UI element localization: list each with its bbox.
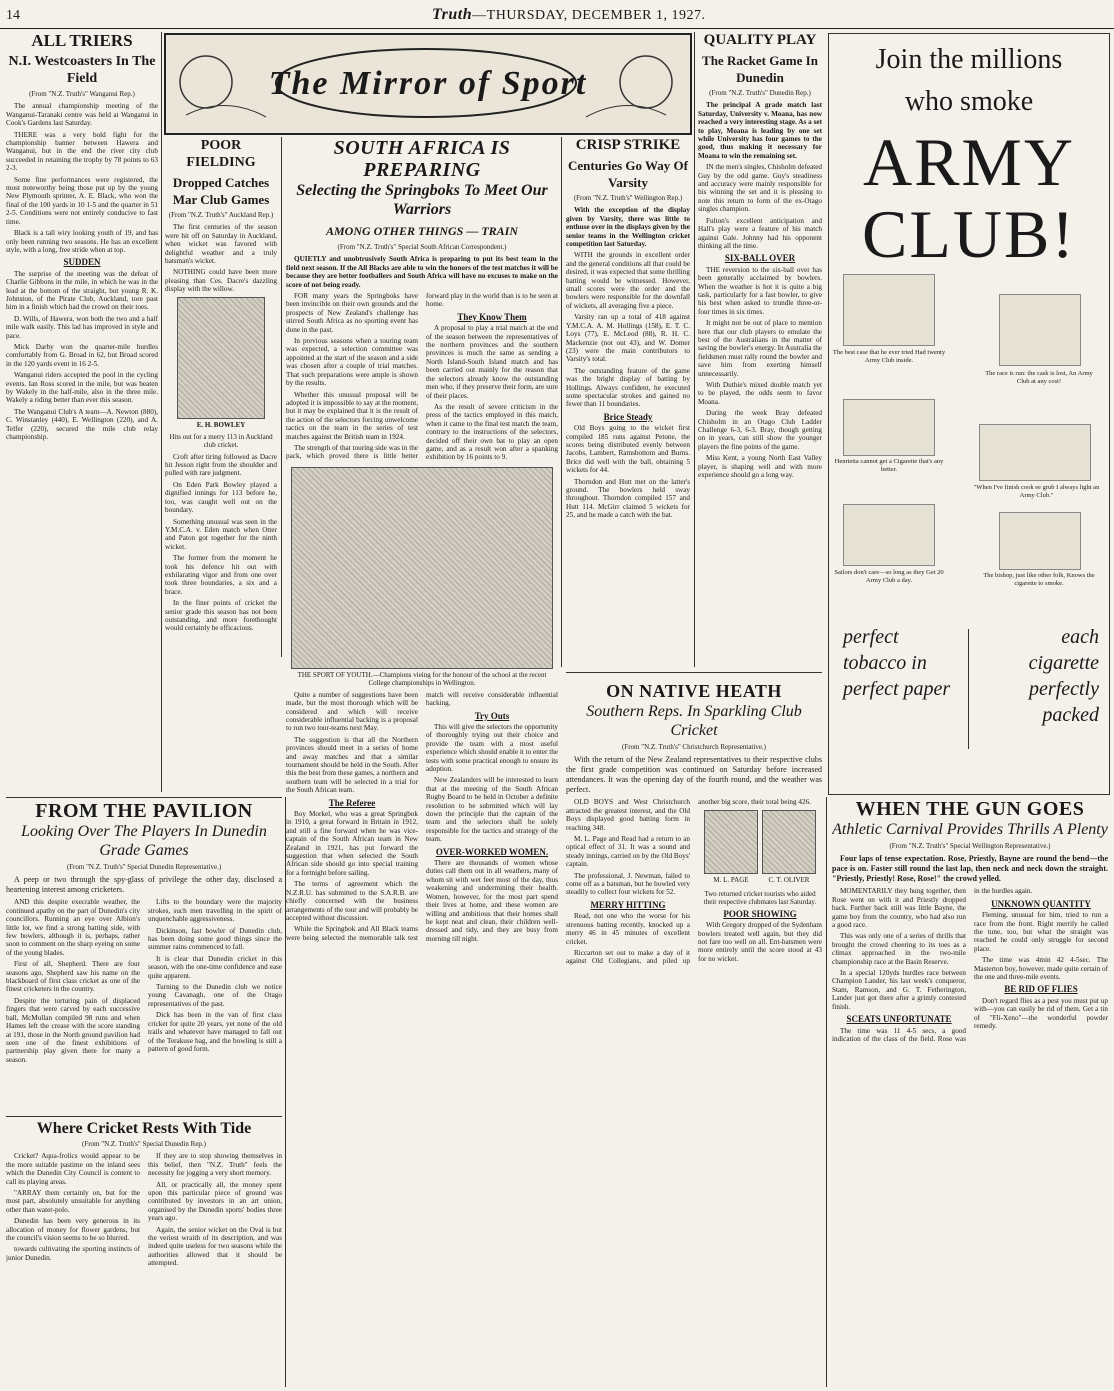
credit: (From "N.Z. Truth's" Special Dunedin Representative.) [66, 863, 222, 871]
lead-paragraph: A peep or two through the spy-glass of privilege the other day, disclosed a heartening interest among cricketers. [6, 875, 282, 895]
ad-verse: The best case that he ever tried Had twenty Army Club inside. [832, 349, 946, 364]
paragraph: Mick Darby won the quarter-mile hurdles comfortably from G. Broad in 62, but Broad scored in the 120 yards event in 16 2-5. [6, 342, 158, 368]
paragraph: Riccarton set out to make a day of it against Old Collegians, and piled up another big score, their total being 426. [566, 798, 811, 966]
paragraph: As the result of severe criticism in the press of the tactics employed in this match, when it came to the final test match the team, contrary to the instructions of the selectors, decided off their own bat to play an open game, and as a result won after a spanking exhibition by 16 points to 9. [426, 402, 558, 462]
section-subhead: The Referee [328, 797, 376, 808]
paragraph: Dickinson, fast bowler of Dunedin club, has been doing some good things since the summer rains commenced to fall. [148, 926, 282, 952]
paragraph: The former from the moment he took his defence hit out with exhilarating vigor and from one over took three boundaries, a six and a brace. [165, 554, 277, 596]
ad-verse: The bishop, just like other folk, Knows the cigarette to smoke. [983, 572, 1095, 587]
paragraph: There are thousands of women whose duties call them out in all weathers, many of whom sit with wet feet most of the day, thus weakening and undermining their health. Women, however, for the most part spend their lives at home, and these women are willing and ambitious that their homes shall be kept neat and clean, their children well-dressed and tidy, and they are busy from morning till night. [426, 859, 558, 943]
paragraph: Fulton's excellent anticipation and Hall's play were a feature of his match against Gale. Johnny had his opponent thinking all the time. [698, 216, 822, 250]
paragraph: FOR many years the Springboks have been invincible on their own grounds and the prospects of New Zealand's challenge has stirred South Africa as no sporting event has done in the past. [286, 292, 418, 334]
paragraph: New Zealanders will be interested to learn that at the meeting of the South African Rugby Board to be held in October a definite resolution to be submitted which will lay down the principle that the captain of the team and the selectors shall be solely responsible for the tactics and strategy of the team. [426, 776, 558, 844]
photo-caption: M. L. PAGE [713, 875, 749, 884]
column-rule [161, 32, 162, 792]
paragraph: Miss Kent, a young North East Valley player, is shaping well and with more experience should go a long way. [698, 454, 822, 480]
column-rule [281, 137, 282, 657]
paragraph: The suggestion is that all the Northern provinces should meet in a series of home and away matches and that a similar tournament should be held in the South. After this the best from these games, a northern and southern team will be selected in a trial for the South African team. [286, 735, 418, 795]
paragraph: With Gregory dropped of the Sydenham bowlers treated well again, but they did not fare too well on all. Ent-batsmen were more entirely until the score stood at 43 for no wicket. [698, 921, 822, 963]
section-subhead: OVER-WORKED WOMEN. [435, 846, 549, 857]
ad-verse: Sailors don't care—so long as they Get 20 Army Club a day. [834, 569, 944, 584]
paragraph: Cricket? Aqua-frolics would appear to be the more suitable pastime on the inland sees which the Dunedin City Council is content to call its playing areas. [6, 1152, 140, 1186]
paragraph: The principal A grade match last Saturday, University v. Moana, has now reached a very interesting stage. As a set to play, Moana is leading by one set while University has four games to the good, thus making it necessary for Moana to win the remaining set. [698, 101, 822, 160]
photo-oliver [762, 810, 816, 888]
paragraph: The time was 4min 42 4-5sec. The Masterton boy, however, made quite certain of the one and three-mile events. [974, 956, 1108, 982]
subheadline: The Racket Game In Dunedin [702, 53, 818, 85]
credit: (From "N.Z. Truth's" Dunedin Rep.) [709, 89, 811, 97]
section-subhead: MERRY HITTING [590, 899, 666, 910]
col-crisp-strike [566, 137, 690, 667]
subheadline: Looking Over The Players In Dunedin Grade Games [21, 823, 267, 859]
headline: WHEN THE GUN GOES [855, 798, 1085, 820]
ad-verse: The race is run: the cask is lost, An Army Club at any cost! [985, 370, 1093, 385]
bowley-photo [177, 297, 265, 419]
paragraph: Quite a number of suggestions have been made, but the most thorough which will be considered and which will receive considerable influential backing is a proposal to run two tour-teams next May. [286, 690, 418, 733]
section-subhead: POOR SHOWING [723, 908, 797, 919]
flies-ad-text: Don't regard flies as a pest you must put up with—you can easily be rid of them. Get a tin of "Fli-Xeno"—the wonderful powder remedy. [974, 996, 1108, 1031]
subheadline: N.I. Westcoasters In The Field [8, 54, 156, 86]
paragraph: Turning to the Dunedin club we notice young Cavanagh, one of the Otago representatives of the past. [148, 983, 282, 1008]
illustration-race [999, 294, 1081, 366]
photo-caption: E. H. BOWLEY [196, 420, 246, 429]
paragraph: Black is a tall wiry looking youth of 19, and has only been running two seasons. He has an excellent style, with a long, free stride when at top. [6, 229, 158, 254]
col-when-the-gun-goes [832, 798, 1108, 1386]
pavilion-body [6, 898, 282, 1064]
page-photo [704, 810, 758, 874]
headline: ON NATIVE HEATH [606, 681, 782, 701]
paragraph: On Eden Park Bowley played a dignified innings for 113 before he, too, was caught well out on the boundary. [165, 480, 277, 515]
ad-brand: ARMY CLUB! [862, 124, 1076, 272]
paragraph: M. L. Page and Read had a return to an optical effect of 31. It was a sound and steady innings, carried on by the Old Boys' captain. [566, 835, 690, 869]
column-rule [285, 797, 286, 1387]
gun-body [832, 887, 1108, 1043]
paragraph: Despite the torturing pain of displaced fingers that were carved by each successive ball, McMullan compiled 98 runs and when Hames left the crease with the score standing at 191, those in the North ground pavilion had seen one of the finest exhibitions of partnership play given there for many a season. [6, 996, 140, 1064]
section-subhead: SIX-BALL OVER [724, 253, 796, 264]
credit: (From "N.Z. Truth's" Christchurch Representative.) [621, 743, 767, 751]
paragraph: In the finer points of cricket the senior grade this season has not been outstanding, and more forethought would certainly be efficacious. [165, 599, 277, 633]
paragraph: During the week Bray defeated Chisholm in an Otago Club Ladder Challenge 6-3, 6-3. Bray, though getting on in years, can still show the younger players the fine points of the game. [698, 409, 822, 451]
paragraph: With Duthie's mixed double match yet to be played, the odds seem to favor Moana. [698, 381, 822, 406]
paragraph: This was only one of a series of thrills that brought the crowd cheering to its toes as a climax approached in the two-mile championship race at the Basin Reserve. [832, 932, 966, 966]
paragraph: Dick has been in the van of first class cricket for quite 20 years, yet none of the old trails and whatever have managed to fall out of the Terakuse bag, and the bowling is still a pattern of good form. [148, 1011, 282, 1053]
paragraph: THE reversion to the six-ball over has been generally acclaimed by bowlers. When the weather is hot it is quite a big task, particularly for a fast bowler, to give his best when asked to trundle three-or-four times in six times. [698, 265, 822, 316]
photo-caption: C. T. OLIVER [768, 875, 810, 884]
paragraph: Old Boys going to the wicket first compiled 185 runs against Petone, the scores being distributed evenly between Jacobs, Lambert, Ramsbottom and Burns. Brice did well with the ball, obtaining 5 wickets for 44. [566, 424, 690, 475]
player-photos [698, 810, 822, 888]
section-subhead: SCEATS UNFORTUNATE [846, 1014, 952, 1025]
paragraph: All, or practically all, the money spent upon this particular piece of ground was contributed by investors in an art union, organised by the Dunedin sports' bodies three years ago. [148, 1180, 282, 1223]
flies-ad-head: BE RID OF FLIES [1004, 984, 1078, 995]
lead-story [286, 137, 558, 1087]
headline: POOR FIELDING [186, 138, 256, 170]
paragraph: It is clear that Dunedin cricket in this season, with the one-time confidence and ease quite apparent. [148, 954, 282, 980]
column-rule [561, 137, 562, 667]
paragraph: Lifts to the boundary were the majority strokes, such men travelling in the spirit of unquenchable aggressiveness. [148, 898, 282, 924]
section-subhead: Brice Steady [603, 411, 653, 422]
col-cricket-tide [6, 1120, 282, 1386]
paragraph: OLD BOYS and West Christchurch attracted the greatest interest, and the Old Boys displayed good batting form in reaching 348. [566, 798, 690, 832]
deck: AMONG OTHER THINGS — TRAIN [325, 224, 519, 238]
credit: (From "N.Z. Truth's" Wellington Rep.) [573, 194, 683, 202]
sport-of-youth-photo [291, 467, 553, 669]
lead-paragraph: QUIETLY and unobtrusively South Africa is preparing to put its best team in the field next season. If the All Blacks are able to win the honors of the test matches it will be because they are better footballers and South Africa will have no excuses to make on the score of not being ready. [286, 255, 558, 289]
section-subhead: Try Outs [474, 710, 510, 721]
lead-body [286, 292, 558, 463]
paragraph: Read, not one who the worse for his strenuous batting recently, knocked up a merry 46 in 45 minutes of excellent cricket. [566, 912, 690, 946]
subheadline: Dropped Catches Mar Club Games [172, 175, 270, 207]
ad-verse: Henrietta cannot get a Cigarette that's any better. [834, 458, 944, 473]
paragraph: D. Wills, of Hawera, won both the two and a half mile walk easily. This lad has improved in style and pace. [6, 314, 158, 340]
headline: CRISP STRIKE [575, 137, 681, 153]
paragraph: MOMENTARILY they hung together, then Rose went on with it and Priestly dropped back. Further back still was little Bayne, the game boy from the country, who had also run a good race. [832, 887, 966, 930]
lead-body-2 [286, 691, 558, 944]
col-all-triers [6, 32, 158, 792]
paragraph: Dunedin has been very generous in its allocation of money for flower gardens, but the council's vision seems to be so blurred. [6, 1217, 140, 1243]
paragraph: Wanganui riders accepted the pool in the cycling events. Ian Ross scored in the mile, but was beaten by Wakely in the half-mile, also in the three mile. Wakely a riding better than ever this season. [6, 371, 158, 405]
paragraph: With the exception of the display given by Varsity, there was little to enthuse over in the displays given by the senior teams in the Wellington cricket competition last Saturday. [566, 206, 690, 249]
paragraph: Something unusual was seen in the Y.M.C.A. v. Eden match when Otter and Paton got together for the ninth wicket. [165, 517, 277, 551]
photo-caption: THE SPORT OF YOUTH.—Champions vieing for the honour of the school at the recent College championships in Wellington. [297, 670, 547, 687]
subheadline: Athletic Carnival Provides Thrills A Plenty [832, 821, 1108, 838]
illustration-sailors [843, 504, 935, 566]
banner-title: The Mirror of Sport [268, 65, 588, 102]
headline: QUALITY PLAY [703, 32, 817, 48]
illustration-bishop [999, 512, 1081, 570]
headline: FROM THE PAVILION [35, 800, 253, 822]
paragraph: Boy Morkel, who was a great Springbok in 1910, a great forward in Britain in 1912, and still a fine forward when he was vice-captain of the South African team in New Zealand in 1921, has put forward the suggestion that when selected the South African side should go into special training for a fortnight before sailing. [286, 810, 418, 877]
paragraph: "ARRAY them certainly on, but for the most part, absolutely unsuitable for anything other than water-polo. [6, 1189, 140, 1214]
paper-title [432, 6, 706, 24]
paragraph: IN the men's singles, Chisholm defeated Guy by the odd game. Guy's steadiness and accuracy were mainly responsible for his winning the set and it is pleasing to note this return to form of the ex-Otago singles champion. [698, 163, 822, 214]
paragraph: Varsity ran up a total of 418 against Y.M.C.A. A. M. Hollings (158), E. T. C. Loys (77), E. McLeod (88), R. H. C. Mackenzie (not out 43), and W. Domer (23) were the main contributors to Varsity's total. [566, 313, 690, 364]
headline: ALL TRIERS [31, 32, 133, 50]
paragraph: The strength of that touring side was in the pack, which proved there is little better forward play in the world than is to be seen at home. [286, 292, 558, 461]
paragraph: A proposal to play a trial match at the end of the season between the representatives of the northern provinces and the southern provinces is much the same as sending a North Island-South Island match and has been carried out mainly for the reason that the selectors already know the outstanding men who, if they preserve their form, are sure of their places. [426, 324, 558, 400]
paragraph: Thorndon and Hutt met on the latter's ground. The bowlers held sway throughout. Thorndon compiled 157 and Hutt 114. McGirr claimed 5 wickets for 25, and he made a catch with the bat. [566, 477, 690, 520]
paragraph: The outstanding feature of the game was the bright display of batting by Hollings. Always confident, he executed some spectacular strokes and gained no fewer than 11 boundaries. [566, 366, 690, 409]
paragraph: NOTHING could have been more pleasing than Ces. Dacre's dazzling display with the willow. [165, 268, 277, 294]
native-body [566, 798, 822, 966]
paragraph: Some fine performances were registered, the most noteworthy being those put up by the young New Plymouth sprinter, A. E. Black, who won the final of the 100 yards in 10 1-5 and the quarter in 51 2-5. Conditions were not entirely conducive to fast time. [6, 175, 158, 226]
paragraph: The first centuries of the season were hit off on Saturday in Auckland, when wicket was favored with delightful weather and a truly batsman's wicket. [165, 223, 277, 266]
masthead [0, 0, 1114, 29]
column-rule [694, 32, 695, 667]
photo-subcaption: Two returned cricket tourists who aided their respective clubmates last Saturday. [703, 889, 817, 906]
col-native-heath [566, 680, 822, 1386]
paragraph: In previous seasons when a touring team was expected, a selection committee was appointed at the start of the season and a side was chosen after a couple of trial matches. That such preparations were ample is shown by the results. [286, 337, 418, 388]
col-poor-fielding [165, 137, 277, 657]
subheadline: Southern Reps. In Sparkling Club Cricket [586, 703, 802, 739]
paragraph: The annual championship meeting of the Wanganui-Taranaki centre was held at Wanganui in Cook's Gardens last Saturday. [6, 102, 158, 128]
illustration-case [843, 274, 935, 346]
credit: (From "N.Z. Truth's" Auckland Rep.) [168, 211, 274, 219]
paragraph: This will give the selectors the opportunity of thoroughly trying out their choice and provide the team with a most useful experience which should enable it to enter the tests with some practical enough to ensure its adoption. [426, 722, 558, 773]
lead-paragraph: Four laps of tense expectation. Rose, Priestly, Bayne are round the bend—the pace is on. Faster still round the last lap, then neck and neck down the straight. "Priestly, Priestly! Rose, Rose!" the crowd yelled. [832, 854, 1108, 884]
lead-paragraph: With the return of the New Zealand representatives to their respective clubs the first grade competition was continued on Saturday before increased attendances. It was the opening day of the fourth round, and the weather was perfect. [566, 755, 822, 795]
ad-divider [968, 629, 969, 749]
subheadline: Selecting the Springboks To Meet Our Warriors [296, 182, 548, 218]
col-from-the-pavilion [6, 800, 282, 1112]
dateline: —THURSDAY, DECEMBER 1, 1927. [472, 8, 706, 23]
paragraph: Croft after tiring followed as Dacre hit Jesson right from the shoulder and pulled with rare judgment. [165, 452, 277, 478]
ad-verse: "When I've finish cook ee grub I always light an Army Club." [973, 484, 1100, 499]
paragraph: towards cultivating the sporting instincts of junior Dunedin. [6, 1245, 140, 1262]
paragraph: While the Springbok and All Black teams were being selected the memorable talk test match will receive considerable influential backing. [286, 690, 558, 942]
ad-tagline-2: who smoke [904, 86, 1034, 117]
credit: (From "N.Z. Truth's" Special Wellington Representative.) [889, 842, 1051, 850]
paragraph: WITH the grounds in excellent order and the general conditions all that could be desired, it was expected that some thrilling batting would be witnessed. However, small scores were the order and the bowlers were responsible for the downfall of wickets, all averaging five a piece. [566, 251, 690, 310]
paragraph: First of all, Shepherd. There are four seasons ago, Shepherd saw his name on the blackboard of first class cricket as one of the finest cricketers in the country. [6, 960, 140, 994]
headline: SOUTH AFRICA IS PREPARING [333, 137, 511, 181]
credit: (From "N.Z. Truth's" Special Dunedin Rep.) [81, 1140, 207, 1148]
col-quality-play [698, 32, 822, 667]
paragraph: The Wanganui Club's A team—A. Newton (880), C. Winstanley (440), E. Wellington (220), and A. Telfer (220), secured the mile club relay championship. [6, 407, 158, 442]
paragraph: Whether this unusual proposal will be adopted it is impossible to say at the moment, but it may be explained that it is the result of the action of the selectors forcing unwelcome tactics on the team in the series of test matches against the British team in 1924. [286, 390, 418, 441]
ad-slogan-right: each cigarette perfectly packed [1028, 626, 1099, 726]
ad-tagline-1: Join the millions [875, 44, 1063, 75]
oliver-photo [762, 810, 816, 874]
section-rule [6, 1116, 282, 1117]
section-subhead: SUDDEN [63, 257, 101, 268]
paragraph: The time was 11 4-5 secs, a good indication of the class of the field. Rose was in the hurdles again. [832, 887, 1033, 1043]
section-subhead: They Know Them [457, 311, 527, 322]
ad-slogan-left: perfect tobacco in perfect paper [843, 626, 951, 700]
paragraph: AND this despite execrable weather, the continued apathy on the part of Dunedin's city councillors. Running an eye over Albion's little lot, we find a strong batting side, with few bowlers, although it is, perhaps, rather soon to comment on the sharp eyeing on some of the young blades. [6, 898, 140, 957]
section-rule [6, 797, 282, 798]
paragraph: THERE was a very bold fight for the championship banner between Hawera and Wanganui, but in the end the river city club succeeded in retaining the trophy by 78 points to 63 2-3. [6, 130, 158, 173]
paragraph: Fleming, unusual for him, tried to run a race from the front. Right merrily he called the tune, too, but what the straight was reached he could only struggle for second place. [974, 911, 1108, 953]
page-number: 14 [6, 8, 20, 23]
paragraph: Again, the senior wicket on the Oval is but the veriest wraith of its description, and was indeed quite useless for two seasons while the authorities allowed that it should be attempted. [148, 1225, 282, 1268]
subheadline: Centuries Go Way Of Varsity [567, 158, 688, 190]
army-club-ad [828, 33, 1110, 795]
paragraph: In a special 120yds hurdles race between Champion Lander, his last week's conqueror, Stam, Ramson, and G. T. Fetherington, Lander just got there after a grimly contested finish. [832, 969, 966, 1011]
photo-subcaption: Hits out for a merry 113 in Auckland club cricket. [169, 432, 273, 449]
tide-body [6, 1152, 282, 1268]
illustration-henrietta [843, 399, 935, 456]
credit: (From "N.Z. Truth's" Special South African Correspondent.) [337, 243, 507, 251]
paragraph: The professional, J. Newman, failed to come off as a batsman, but he bowled very steadily to collect four wickets for 52. [566, 871, 690, 897]
paragraph: It might not be out of place to mention here that our club players to emulate the best of the Australians in the matter of saving the bowler's energy. In Australia the fieldsmen must rally round the bowler and save him from exerting himself unnecessarily. [698, 319, 822, 378]
photo-page [704, 810, 758, 888]
paragraph: The surprise of the meeting was the defeat of Charlie Gibbons in the mile, in which he was in the lead at the bottom of the straight, but young R. K. Johnston, of the Pirate Club, Auckland, tore past him in a finish which had the crowd on their toes. [6, 269, 158, 312]
column-rule [826, 797, 827, 1387]
mirror-of-sport-banner [164, 33, 692, 135]
illustration-cook [979, 424, 1091, 481]
section-subhead: UNKNOWN QUANTITY [991, 898, 1091, 909]
credit: (From "N.Z. Truth's" Wanganui Rep.) [29, 90, 135, 98]
headline: Where Cricket Rests With Tide [36, 1120, 252, 1137]
section-rule [566, 672, 822, 673]
paragraph: If they are to stop showing themselves in this belief, then "N.Z. Truth" feels the necessity for jogging a very short memory. [148, 1152, 282, 1178]
paper-name: Truth [432, 6, 473, 23]
paragraph: The terms of agreement which the N.Z.R.U. has submitted to the S.A.R.B. are chiefly concerned with the business arrangements of the tour and will probably be accepted without discussion. [286, 880, 418, 922]
